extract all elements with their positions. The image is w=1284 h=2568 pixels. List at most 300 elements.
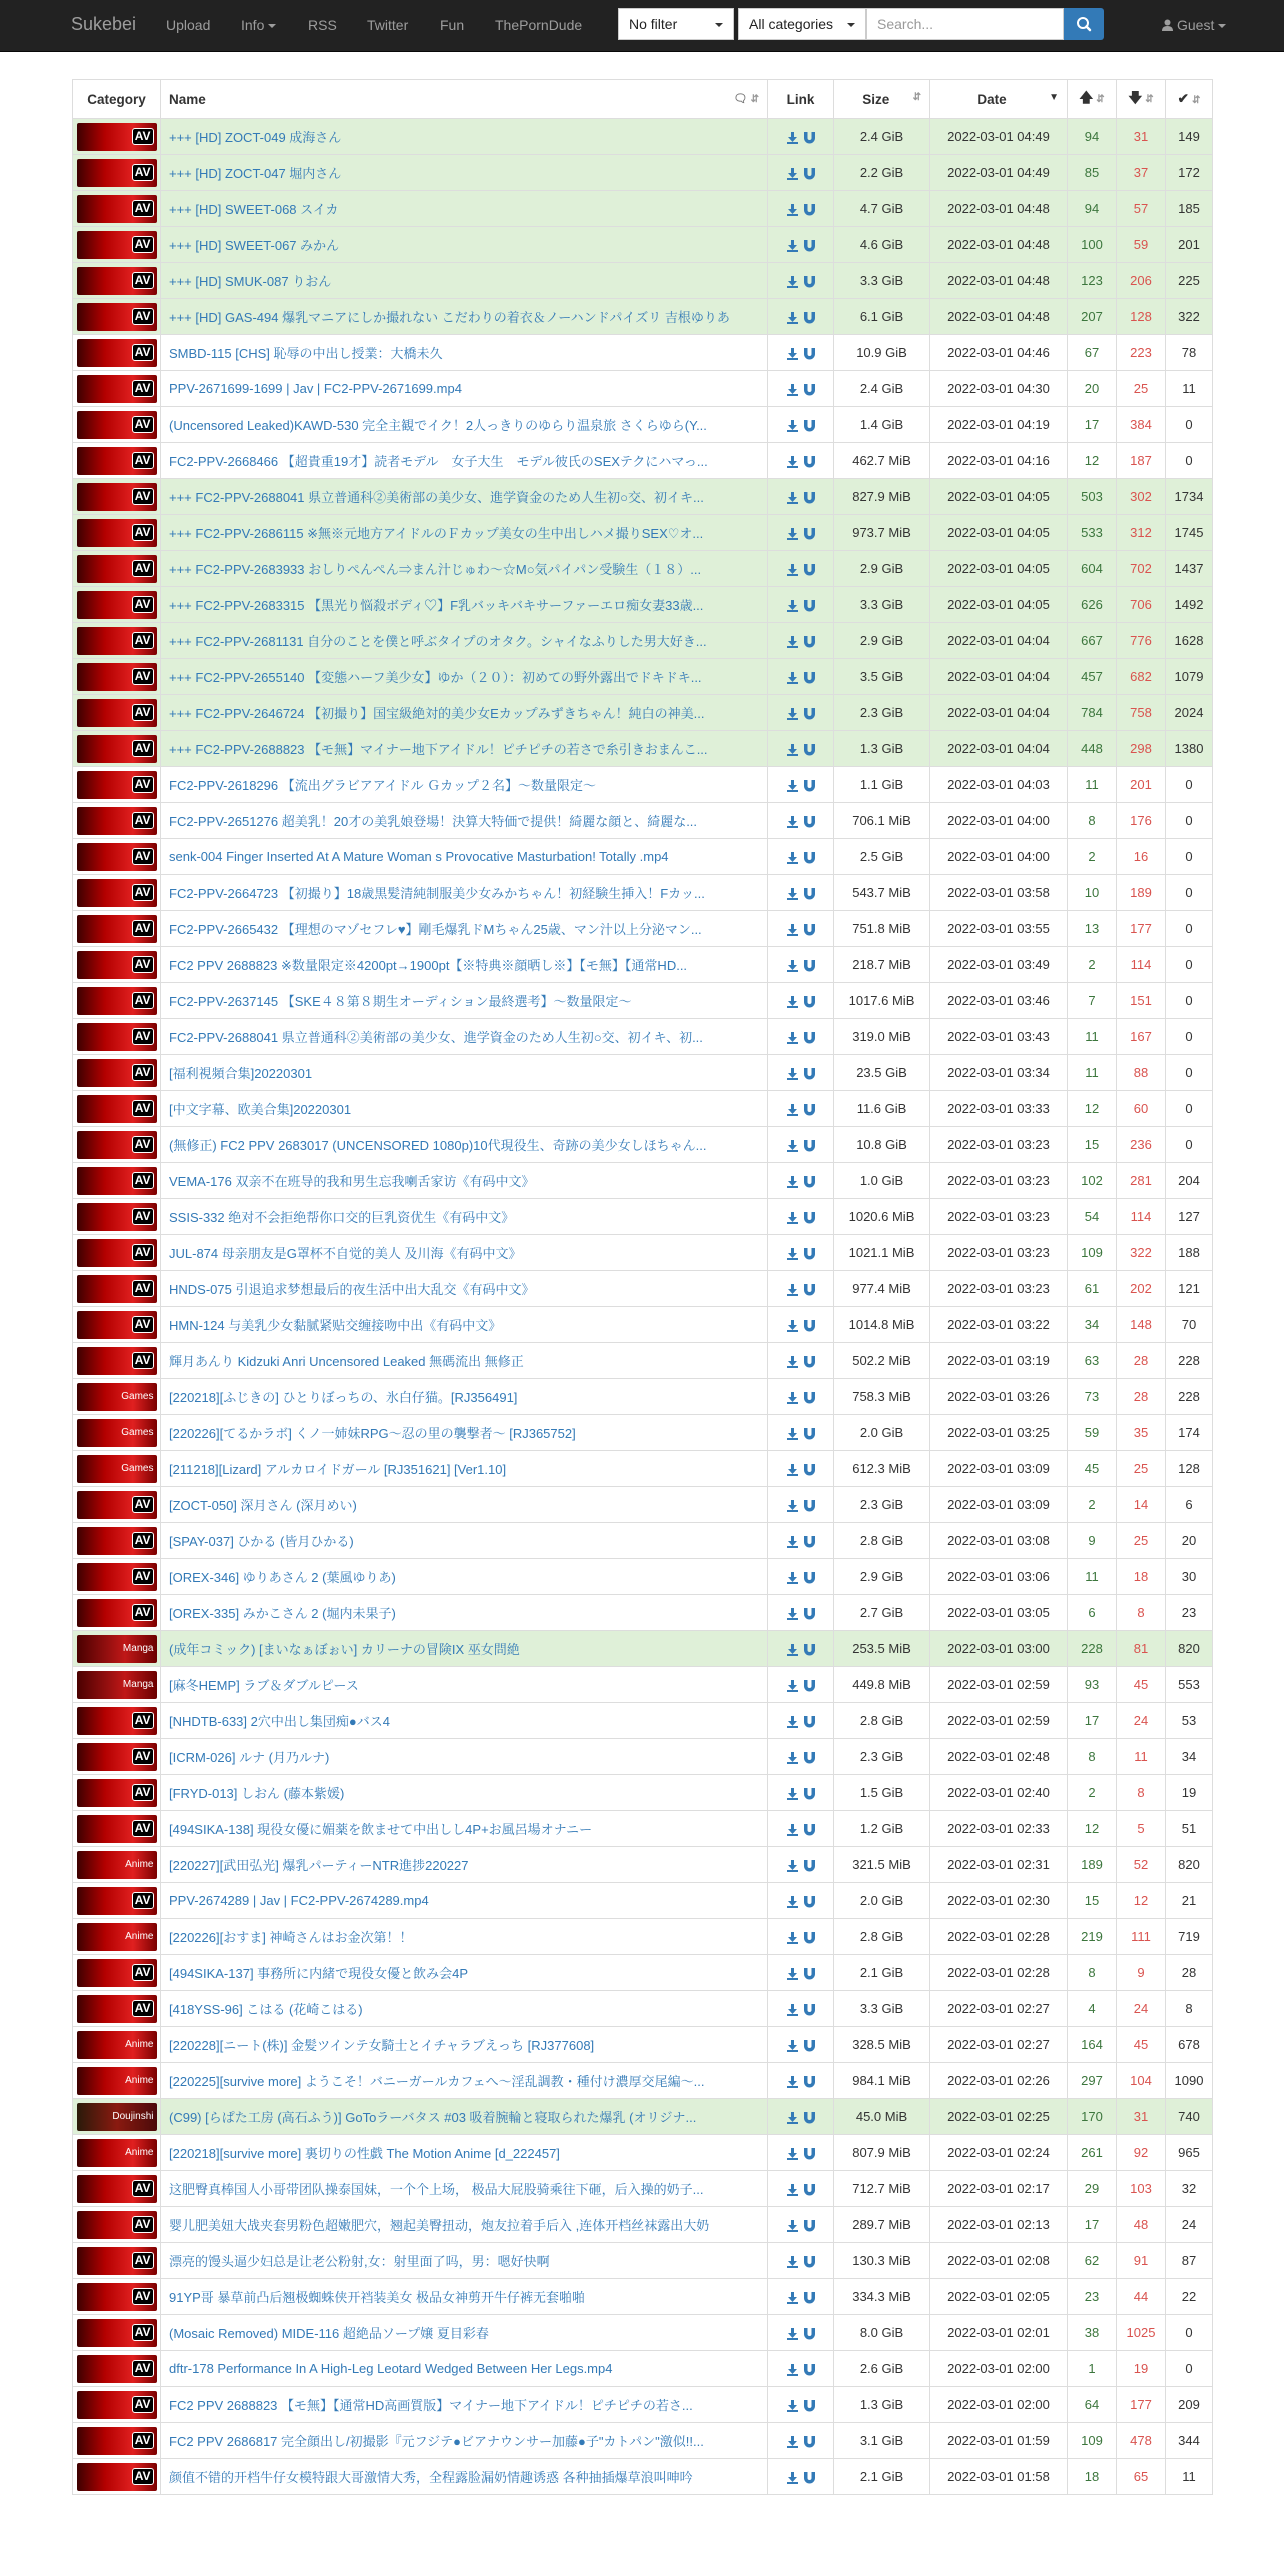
category-badge[interactable]: [77, 2031, 157, 2059]
download-icon[interactable]: [787, 1068, 798, 1080]
download-icon[interactable]: [787, 204, 798, 216]
category-badge[interactable]: [77, 1275, 157, 1303]
torrent-title-link[interactable]: FC2-PPV-2664723 【初撮り】18歳黒髪清純制服美少女みかちゃん！初経験生挿入！Fカッ...: [169, 886, 705, 901]
download-icon[interactable]: [787, 924, 798, 936]
download-icon[interactable]: [787, 2076, 798, 2088]
magnet-icon[interactable]: [804, 2400, 815, 2412]
category-badge[interactable]: [77, 195, 157, 223]
download-icon[interactable]: [787, 1572, 798, 1584]
download-icon[interactable]: [787, 888, 798, 900]
category-badge[interactable]: [77, 1743, 157, 1771]
torrent-title-link[interactable]: [220226][てるかラボ] くノ一姉妹RPG～忍の里の襲撃者～ [RJ365752]: [169, 1426, 576, 1441]
category-badge[interactable]: [77, 447, 157, 475]
category-badge[interactable]: [77, 339, 157, 367]
magnet-icon[interactable]: [804, 1932, 815, 1944]
download-icon[interactable]: [787, 1104, 798, 1116]
category-badge[interactable]: [77, 2139, 157, 2167]
torrent-title-link[interactable]: 漂亮的馒头逼少妇总是让老公粉射,女：射里面了吗，男：嗯好快啊: [169, 2254, 550, 2269]
comments-sort-icon[interactable]: 🗨 ⇵: [733, 92, 759, 105]
magnet-icon[interactable]: [804, 1068, 815, 1080]
magnet-icon[interactable]: [804, 2040, 815, 2052]
magnet-icon[interactable]: [804, 2220, 815, 2232]
torrent-title-link[interactable]: SSIS-332 绝对不会拒绝帮你口交的巨乳资优生《有码中文》: [169, 1210, 515, 1225]
category-badge[interactable]: [77, 411, 157, 439]
download-icon[interactable]: [787, 1284, 798, 1296]
category-badge[interactable]: [77, 807, 157, 835]
download-icon[interactable]: [787, 528, 798, 540]
torrent-title-link[interactable]: FC2-PPV-2651276 超美乳！20才の美乳娘登場！決算大特価で提供！綺麗な顔と、綺麗な...: [169, 814, 698, 829]
magnet-icon[interactable]: [804, 1644, 815, 1656]
category-badge[interactable]: [77, 771, 157, 799]
torrent-title-link[interactable]: PPV-2674289 | Jav | FC2-PPV-2674289.mp4: [169, 1893, 429, 1908]
nav-porndude[interactable]: ThePornDude: [495, 17, 583, 33]
category-badge[interactable]: [77, 1527, 157, 1555]
category-badge[interactable]: [77, 2391, 157, 2419]
magnet-icon[interactable]: [804, 924, 815, 936]
header-category[interactable]: [73, 80, 161, 119]
torrent-title-link[interactable]: 颜值不错的开档牛仔女模特跟大哥激情大秀，全程露脸漏奶情趣诱惑 各种抽插爆草浪叫呻吟: [169, 2470, 693, 2485]
magnet-icon[interactable]: [804, 2292, 815, 2304]
download-icon[interactable]: [787, 600, 798, 612]
download-icon[interactable]: [787, 2400, 798, 2412]
download-icon[interactable]: [787, 1824, 798, 1836]
torrent-title-link[interactable]: FC2-PPV-2668466 【超貴重19才】読者モデル 女子大生 モデル彼氏のSEXテクにハマっ...: [169, 454, 708, 469]
torrent-title-link[interactable]: [SPAY-037] ひかる (皆月ひかる): [169, 1534, 354, 1549]
torrent-title-link[interactable]: [494SIKA-138] 現役女優に媚薬を飲ませて中出しし4P+お風呂場オナニー: [169, 1822, 593, 1837]
download-icon[interactable]: [787, 384, 798, 396]
magnet-icon[interactable]: [804, 2472, 815, 2484]
category-badge[interactable]: [77, 1563, 157, 1591]
brand-logo[interactable]: Sukebei: [71, 14, 137, 34]
magnet-icon[interactable]: [804, 240, 815, 252]
category-badge[interactable]: [77, 1311, 157, 1339]
magnet-icon[interactable]: [804, 1104, 815, 1116]
magnet-icon[interactable]: [804, 600, 815, 612]
torrent-title-link[interactable]: FC2-PPV-2688041 県立普通科②美術部の美少女、進学資金のため人生初○交、初イキ、初...: [169, 1030, 703, 1045]
magnet-icon[interactable]: [804, 492, 815, 504]
category-badge[interactable]: [77, 1851, 157, 1879]
download-icon[interactable]: [787, 1464, 798, 1476]
torrent-title-link[interactable]: [福利視頻合集]20220301: [169, 1066, 313, 1081]
category-badge[interactable]: [77, 843, 157, 871]
download-icon[interactable]: [787, 1680, 798, 1692]
category-badge[interactable]: [77, 1167, 157, 1195]
download-icon[interactable]: [787, 816, 798, 828]
magnet-icon[interactable]: [804, 1464, 815, 1476]
category-badge[interactable]: [77, 1203, 157, 1231]
download-icon[interactable]: [787, 852, 798, 864]
magnet-icon[interactable]: [804, 1392, 815, 1404]
magnet-icon[interactable]: [804, 168, 815, 180]
download-icon[interactable]: [787, 2040, 798, 2052]
download-icon[interactable]: [787, 312, 798, 324]
torrent-title-link[interactable]: FC2-PPV-2618296 【流出グラビアアイドル Ｇカップ２名】～数量限定～: [169, 778, 597, 793]
magnet-icon[interactable]: [804, 2328, 815, 2340]
torrent-title-link[interactable]: [OREX-346] ゆりあさん 2 (葉風ゆりあ): [169, 1570, 396, 1585]
torrent-title-link[interactable]: [220228][ニート(株)] 金髪ツインテ女騎士とイチャラブえっち [RJ377608]: [169, 2038, 595, 2053]
magnet-icon[interactable]: [804, 1428, 815, 1440]
download-icon[interactable]: [787, 1248, 798, 1260]
category-badge[interactable]: [77, 1383, 157, 1411]
torrent-title-link[interactable]: [FRYD-013] しおん (藤本紫媛): [169, 1786, 345, 1801]
download-icon[interactable]: [787, 2112, 798, 2124]
download-icon[interactable]: [787, 240, 798, 252]
category-label: AV: [132, 740, 154, 757]
download-icon[interactable]: [787, 1212, 798, 1224]
search-button[interactable]: [1064, 8, 1104, 40]
magnet-icon[interactable]: [804, 1284, 815, 1296]
torrent-title-link[interactable]: dftr-178 Performance In A High-Leg Leotard Wedged Between Her Legs.mp4: [169, 2361, 613, 2376]
download-icon[interactable]: [787, 1536, 798, 1548]
download-icon[interactable]: [787, 708, 798, 720]
torrent-title-link[interactable]: SMBD-115 [CHS] 恥辱の中出し授業：大橋未久: [169, 346, 443, 361]
download-icon[interactable]: [787, 2220, 798, 2232]
category-badge[interactable]: [77, 1779, 157, 1807]
completed-cell: 30: [1166, 1559, 1213, 1595]
seeders-count: 23: [1084, 2289, 1100, 2304]
date-cell: 2022-03-01 03:23: [930, 1199, 1068, 1235]
category-badge[interactable]: [77, 735, 157, 763]
magnet-icon[interactable]: [804, 1212, 815, 1224]
category-badge[interactable]: [77, 1491, 157, 1519]
category-badge[interactable]: [77, 1671, 157, 1699]
torrent-title-link[interactable]: +++ [HD] SMUK-087 りおん: [169, 274, 332, 289]
download-icon[interactable]: [787, 2184, 798, 2196]
magnet-icon[interactable]: [804, 1572, 815, 1584]
category-badge[interactable]: [77, 159, 157, 187]
nav-fun[interactable]: Fun: [440, 17, 465, 33]
torrent-title-link[interactable]: HNDS-075 引退追求梦想最后的夜生活中出大乱交《有码中文》: [169, 1282, 535, 1297]
download-icon[interactable]: [787, 780, 798, 792]
torrent-title-link[interactable]: JUL-874 母亲朋友是G罩杯不自觉的美人 及川海《有码中文》: [169, 1246, 522, 1261]
download-icon[interactable]: [787, 420, 798, 432]
magnet-icon[interactable]: [804, 276, 815, 288]
magnet-icon[interactable]: [804, 312, 815, 324]
category-badge[interactable]: [77, 1959, 157, 1987]
torrent-title-link[interactable]: FC2-PPV-2637145 【SKE４８第８期生オーディション最終選考】～数量限定～: [169, 994, 632, 1009]
download-icon[interactable]: [787, 2004, 798, 2016]
torrent-title-link[interactable]: [220226][おすま] 神崎さんはお金次第！！: [169, 1930, 413, 1945]
nav-rss[interactable]: RSS: [308, 17, 337, 33]
name-cell: [161, 2459, 768, 2495]
torrent-title-link[interactable]: [220218][ふじきの] ひとりぼっちの、氷白仔猫。[RJ356491]: [169, 1390, 518, 1405]
download-icon[interactable]: [787, 2292, 798, 2304]
search-input[interactable]: [866, 8, 1064, 40]
magnet-icon[interactable]: [804, 780, 815, 792]
category-badge[interactable]: [77, 555, 157, 583]
magnet-icon[interactable]: [804, 1896, 815, 1908]
download-icon[interactable]: [787, 1428, 798, 1440]
download-icon[interactable]: [787, 2148, 798, 2160]
torrent-title-link[interactable]: +++ [HD] GAS-494 爆乳マニアにしか撮れない こだわりの着衣＆ノーハンドパイズリ 吉根ゆりあ: [169, 310, 730, 325]
magnet-icon[interactable]: [804, 852, 815, 864]
torrent-title-link[interactable]: FC2-PPV-2665432 【理想のマゾセフレ♥】剛毛爆乳ドMちゃん25歳、マン汁以上分泌マン...: [169, 922, 702, 937]
category-badge[interactable]: [77, 2319, 157, 2347]
torrent-title-link[interactable]: [220225][survive more] ようこそ！バニーガールカフェへ～淫乱調教・種付け濃厚交尾編～...: [169, 2074, 705, 2089]
torrent-title-link[interactable]: [ICRM-026] ルナ (月乃ルナ): [169, 1750, 330, 1765]
magnet-icon[interactable]: [804, 1608, 815, 1620]
torrent-title-link[interactable]: HMN-124 与美乳少女黏腻紧贴交缠接吻中出《有码中文》: [169, 1318, 502, 1333]
torrent-title-link[interactable]: [211218][Lizard] アルカロイドガール [RJ351621] [Ver1.10]: [169, 1462, 507, 1477]
category-badge[interactable]: [77, 2067, 157, 2095]
torrent-title-link[interactable]: VEMA-176 双亲不在班导的我和男生忘我喇舌家访《有码中文》: [169, 1174, 535, 1189]
download-icon[interactable]: [787, 168, 798, 180]
download-icon[interactable]: [787, 276, 798, 288]
magnet-icon[interactable]: [804, 2148, 815, 2160]
torrent-title-link[interactable]: +++ [HD] SWEET-068 スイカ: [169, 202, 339, 217]
magnet-icon[interactable]: [804, 1968, 815, 1980]
magnet-icon[interactable]: [804, 1176, 815, 1188]
category-badge[interactable]: [77, 1455, 157, 1483]
name-cell: [161, 155, 768, 191]
torrent-title-link[interactable]: 91YP哥 暴草前凸后翘极蜘蛛侠开裆装美女 极品女神剪开牛仔裤无套啪啪: [169, 2290, 586, 2305]
category-badge[interactable]: [77, 1599, 157, 1627]
category-badge[interactable]: [77, 123, 157, 151]
category-badge[interactable]: [77, 1707, 157, 1735]
nav-info[interactable]: [241, 17, 276, 33]
header-name[interactable]: [161, 80, 768, 119]
torrent-title-link[interactable]: +++ FC2-PPV-2646724 【初撮り】国宝級絶対的美少女Eカップみずきちゃん！純白の神美...: [169, 706, 705, 721]
category-badge[interactable]: [77, 2463, 157, 2491]
magnet-icon[interactable]: [804, 2256, 815, 2268]
torrent-title-link[interactable]: [220218][survive more] 裏切りの性戯 The Motion Anime [d_222457]: [169, 2146, 560, 2161]
category-badge[interactable]: [77, 267, 157, 295]
magnet-icon[interactable]: [804, 420, 815, 432]
header-size[interactable]: [834, 80, 930, 119]
download-icon[interactable]: [787, 1392, 798, 1404]
magnet-icon[interactable]: [804, 348, 815, 360]
category-badge[interactable]: [77, 1347, 157, 1375]
category-badge[interactable]: [77, 1095, 157, 1123]
category-badge[interactable]: [77, 591, 157, 619]
torrent-title-link[interactable]: 婴儿肥美妞大战夹套男粉色超嫩肥穴，翘起美臀扭动，炮友拉着手后入 ,连体开档丝袜露出大奶: [169, 2218, 710, 2233]
date-cell: 2022-03-01 02:26: [930, 2063, 1068, 2099]
torrent-title-link[interactable]: 这肥臀真棒国人小哥带团队操泰国妹，一个个上场， 极品大屁股骑乘往下砸，后入操的奶子...: [169, 2182, 704, 2197]
magnet-icon[interactable]: [804, 528, 815, 540]
category-badge[interactable]: [77, 375, 157, 403]
torrent-title-link[interactable]: (Mosaic Removed) MIDE-116 超絶品ソープ嬢 夏目彩春: [169, 2326, 489, 2341]
category-badge[interactable]: [77, 1887, 157, 1915]
category-badge[interactable]: [77, 2355, 157, 2383]
magnet-icon[interactable]: [804, 996, 815, 1008]
completed-cell: 820: [1166, 1847, 1213, 1883]
magnet-icon[interactable]: [804, 1536, 815, 1548]
torrent-title-link[interactable]: (C99) [らぱた工房 (高石ふう)] GoToラーバタス #03 吸着腕輪と寝取られた爆乳 (オリジナ...: [169, 2110, 697, 2125]
download-icon[interactable]: [787, 996, 798, 1008]
name-cell: [161, 2207, 768, 2243]
magnet-icon[interactable]: [804, 1680, 815, 1692]
torrent-title-link[interactable]: [418YSS-96] こはる (花崎こはる): [169, 2002, 363, 2017]
download-icon[interactable]: [787, 2472, 798, 2484]
torrent-title-link[interactable]: (成年コミック) [まいなぁぼぉい] カリーナの冒険IX 巫女問絶: [169, 1642, 520, 1657]
category-badge[interactable]: [77, 2247, 157, 2275]
magnet-icon[interactable]: [804, 2004, 815, 2016]
download-icon[interactable]: [787, 1176, 798, 1188]
category-badge[interactable]: [77, 1239, 157, 1267]
header-date[interactable]: [930, 80, 1068, 119]
completed-cell: 678: [1166, 2027, 1213, 2063]
magnet-icon[interactable]: [804, 1032, 815, 1044]
download-icon[interactable]: [787, 1320, 798, 1332]
category-badge[interactable]: [77, 1419, 157, 1447]
magnet-icon[interactable]: [804, 1824, 815, 1836]
torrent-title-link[interactable]: FC2 PPV 2688823 ※数量限定※4200pt→1900pt【※特典※顔晒し※】【モ無】【通常HD...: [169, 958, 688, 973]
category-badge[interactable]: [77, 2283, 157, 2311]
magnet-icon[interactable]: [804, 1752, 815, 1764]
magnet-icon[interactable]: [804, 708, 815, 720]
download-icon[interactable]: [787, 672, 798, 684]
header-completed[interactable]: [1166, 80, 1213, 119]
magnet-icon[interactable]: [804, 384, 815, 396]
torrent-title-link[interactable]: [ZOCT-050] 深月さん (深月めい): [169, 1498, 357, 1513]
category-badge[interactable]: [77, 519, 157, 547]
download-icon[interactable]: [787, 2436, 798, 2448]
magnet-icon[interactable]: [804, 2112, 815, 2124]
magnet-icon[interactable]: [804, 816, 815, 828]
guest-menu[interactable]: [1162, 17, 1226, 33]
category-select[interactable]: [738, 8, 866, 40]
category-badge[interactable]: [77, 627, 157, 655]
magnet-icon[interactable]: [804, 1788, 815, 1800]
torrent-title-link[interactable]: +++ FC2-PPV-2655140 【変態ハーフ美少女】ゆか（２０）：初めての野外露出でドキドキ...: [169, 670, 702, 685]
magnet-icon[interactable]: [804, 2436, 815, 2448]
torrent-title-link[interactable]: FC2 PPV 2686817 完全顔出し/初撮影『元フジテ●ビアナウンサー加藤●子"カトパン"激似!!...: [169, 2434, 704, 2449]
torrent-title-link[interactable]: [494SIKA-137] 事務所に内緒で現役女優と飲み会4P: [169, 1966, 469, 1981]
download-icon[interactable]: [787, 1500, 798, 1512]
category-badge[interactable]: [77, 915, 157, 943]
download-icon[interactable]: [787, 636, 798, 648]
category-badge[interactable]: [77, 2211, 157, 2239]
magnet-icon[interactable]: [804, 1716, 815, 1728]
download-icon[interactable]: [787, 744, 798, 756]
category-badge[interactable]: [77, 2103, 157, 2131]
magnet-icon[interactable]: [804, 204, 815, 216]
download-icon[interactable]: [787, 1932, 798, 1944]
magnet-icon[interactable]: [804, 132, 815, 144]
download-icon[interactable]: [787, 348, 798, 360]
category-badge[interactable]: [77, 1995, 157, 2023]
category-badge[interactable]: [77, 879, 157, 907]
download-icon[interactable]: [787, 456, 798, 468]
magnet-icon[interactable]: [804, 1356, 815, 1368]
torrent-title-link[interactable]: senk-004 Finger Inserted At A Mature Woman s Provocative Masturbation! Totally .mp4: [169, 849, 669, 864]
category-badge[interactable]: [77, 1023, 157, 1051]
magnet-icon[interactable]: [804, 1320, 815, 1332]
torrent-title-link[interactable]: +++ FC2-PPV-2688041 県立普通科②美術部の美少女、進学資金のため人生初○交、初イキ...: [169, 490, 704, 505]
category-cell: [73, 1955, 161, 1991]
torrent-title-link[interactable]: 輝月あんり Kidzuki Anri Uncensored Leaked 無碼流出 無修正: [169, 1354, 524, 1369]
category-badge[interactable]: [77, 699, 157, 727]
header-seeders[interactable]: [1068, 80, 1117, 119]
torrent-title-link[interactable]: +++ FC2-PPV-2683933 おしりぺんぺん⇒まん汁じゅわ～☆M○気パイパン受験生（１８）...: [169, 562, 702, 577]
torrent-title-link[interactable]: [中文字幕、欧美合集]20220301: [169, 1102, 352, 1117]
category-badge[interactable]: [77, 483, 157, 511]
download-icon[interactable]: [787, 1860, 798, 1872]
category-badge[interactable]: [77, 1059, 157, 1087]
download-icon[interactable]: [787, 1968, 798, 1980]
category-badge[interactable]: [77, 1131, 157, 1159]
category-badge[interactable]: [77, 987, 157, 1015]
magnet-icon[interactable]: [804, 672, 815, 684]
link-cell: [768, 1127, 834, 1163]
category-badge[interactable]: [77, 663, 157, 691]
category-badge[interactable]: [77, 303, 157, 331]
torrent-title-link[interactable]: +++ FC2-PPV-2681131 自分のことを僕と呼ぶタイプのオタク。シャイなふりした男大好き...: [169, 634, 707, 649]
category-badge[interactable]: [77, 2175, 157, 2203]
magnet-icon[interactable]: [804, 1140, 815, 1152]
torrent-title-link[interactable]: [NHDTB-633] 2穴中出し集団痴●バス4: [169, 1714, 390, 1729]
download-icon[interactable]: [787, 1716, 798, 1728]
download-icon[interactable]: [787, 132, 798, 144]
torrent-title-link[interactable]: +++ FC2-PPV-2686115 ※無※元地方アイドルのＦカップ美女の生中出しハメ撮りSEX♡オ...: [169, 526, 704, 541]
magnet-icon[interactable]: [804, 564, 815, 576]
download-icon[interactable]: [787, 492, 798, 504]
torrent-title-link[interactable]: +++ [HD] ZOCT-049 成海さん: [169, 130, 342, 145]
torrent-title-link[interactable]: +++ FC2-PPV-2688823 【モ無】マイナー地下アイドル！ピチピチの若さで糸引きおまんこ...: [169, 742, 708, 757]
download-icon[interactable]: [787, 960, 798, 972]
magnet-icon[interactable]: [804, 960, 815, 972]
magnet-icon[interactable]: [804, 744, 815, 756]
torrent-title-link[interactable]: [220227][武田弘光] 爆乳パーティーNTR進捗220227: [169, 1858, 469, 1873]
magnet-icon[interactable]: [804, 2076, 815, 2088]
torrent-title-link[interactable]: (無修正) FC2 PPV 2683017 (UNCENSORED 1080p)10代現役生、奇跡の美少女しほちゃん...: [169, 1138, 707, 1153]
torrent-title-link[interactable]: +++ [HD] SWEET-067 みかん: [169, 238, 340, 253]
download-icon[interactable]: [787, 1032, 798, 1044]
name-cell: [161, 1955, 768, 1991]
torrent-title-link[interactable]: [OREX-335] みかこさん 2 (堀内未果子): [169, 1606, 396, 1621]
torrent-title-link[interactable]: +++ [HD] ZOCT-047 堀内さん: [169, 166, 342, 181]
torrent-title-link[interactable]: FC2 PPV 2688823 【モ無】【通常HD高画質版】マイナー地下アイドル！ピチピチの若さ...: [169, 2398, 693, 2413]
torrent-title-link[interactable]: (Uncensored Leaked)KAWD-530 完全主観でイク！2人っきりのゆらり温泉旅 さくらゆら(Y...: [169, 418, 707, 433]
torrent-title-link[interactable]: PPV-2671699-1699 | Jav | FC2-PPV-2671699.mp4: [169, 381, 462, 396]
header-leechers[interactable]: [1117, 80, 1166, 119]
seeders-count: 297: [1081, 2073, 1103, 2088]
magnet-icon[interactable]: [804, 1860, 815, 1872]
download-icon[interactable]: [787, 1356, 798, 1368]
nav-twitter[interactable]: Twitter: [367, 17, 409, 33]
magnet-icon[interactable]: [804, 456, 815, 468]
download-icon[interactable]: [787, 2256, 798, 2268]
download-icon[interactable]: [787, 1752, 798, 1764]
magnet-icon[interactable]: [804, 1500, 815, 1512]
magnet-icon[interactable]: [804, 1248, 815, 1260]
download-icon[interactable]: [787, 1608, 798, 1620]
download-icon[interactable]: [787, 2328, 798, 2340]
category-badge[interactable]: [77, 231, 157, 259]
magnet-icon[interactable]: [804, 636, 815, 648]
download-icon[interactable]: [787, 1896, 798, 1908]
download-icon[interactable]: [787, 564, 798, 576]
download-icon[interactable]: [787, 2364, 798, 2376]
category-badge[interactable]: [77, 1815, 157, 1843]
download-icon[interactable]: [787, 1140, 798, 1152]
torrent-title-link[interactable]: [麻冬HEMP] ラブ＆ダブルピース: [169, 1678, 359, 1693]
filter-select[interactable]: [618, 8, 734, 40]
category-badge[interactable]: [77, 1635, 157, 1663]
category-badge[interactable]: [77, 2427, 157, 2455]
magnet-icon[interactable]: [804, 2364, 815, 2376]
magnet-icon[interactable]: [804, 2184, 815, 2196]
magnet-icon[interactable]: [804, 888, 815, 900]
download-icon[interactable]: [787, 1788, 798, 1800]
category-badge[interactable]: [77, 951, 157, 979]
date-cell: 2022-03-01 04:48: [930, 227, 1068, 263]
download-icon[interactable]: [787, 1644, 798, 1656]
category-badge[interactable]: [77, 1923, 157, 1951]
size-cell: 2.9 GiB: [834, 623, 930, 659]
torrent-title-link[interactable]: +++ FC2-PPV-2683315 【黒光り悩殺ボディ♡】F乳バッキバキサーファーエロ痴女妻33歳...: [169, 598, 704, 613]
nav-upload[interactable]: Upload: [166, 17, 211, 33]
